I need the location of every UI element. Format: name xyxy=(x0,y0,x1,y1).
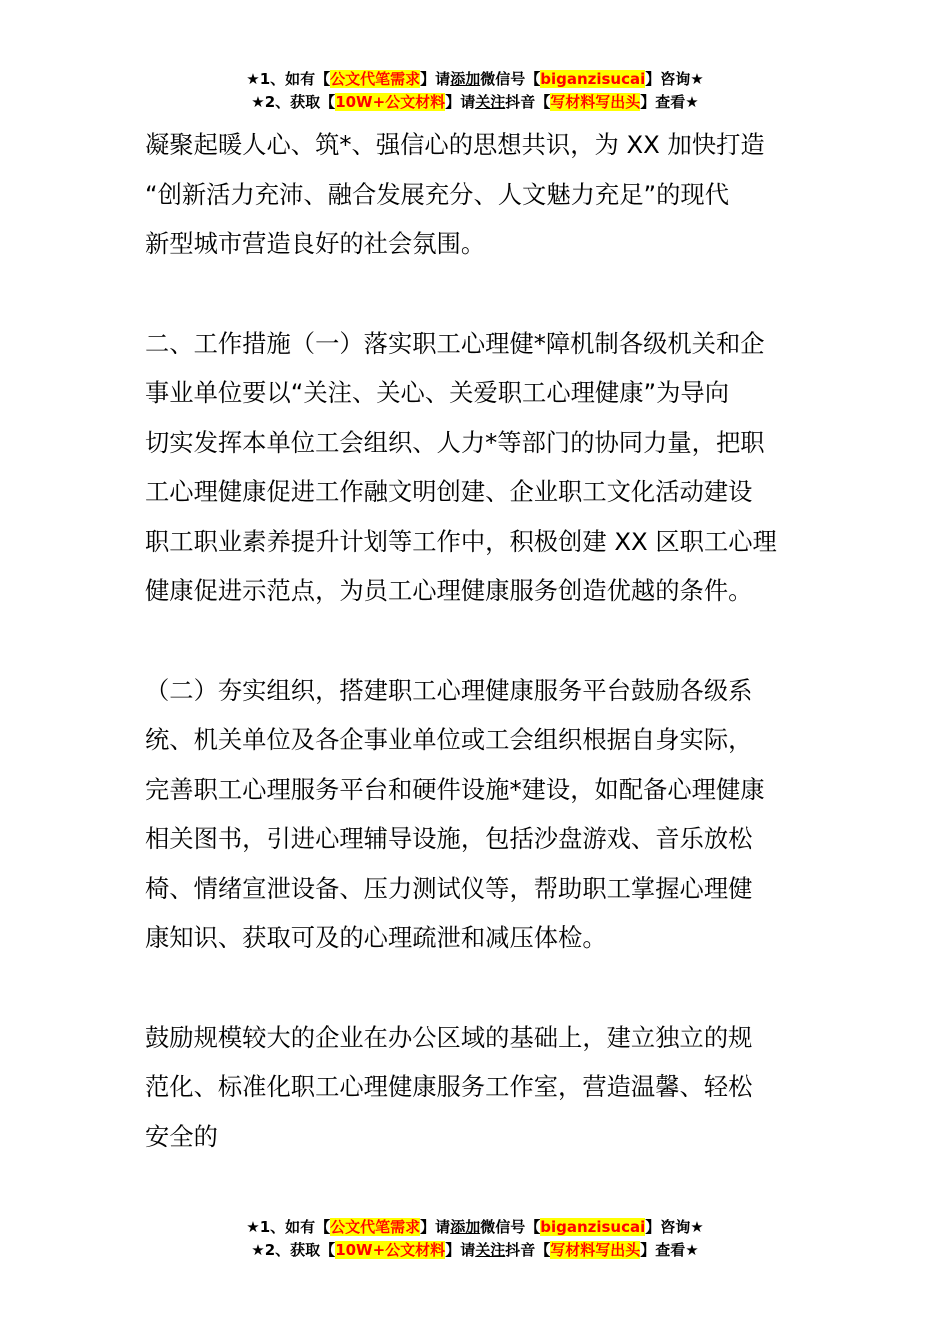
text-line: 凝聚起暖人心、筑*、强信心的思想共识，为 XX 加快打造 xyxy=(145,130,765,159)
banner-text: 】咨询★ xyxy=(645,1218,704,1236)
footer-banner xyxy=(0,1216,950,1262)
highlight-wechat-id: biganzisucai xyxy=(540,1218,646,1236)
text-line: （二）夯实组织，搭建职工心理健康服务平台鼓励各级系 xyxy=(145,675,753,705)
text-line: 安全的 xyxy=(145,1121,218,1151)
text-line: 新型城市营造良好的社会氛围。 xyxy=(145,229,486,258)
text-line: 相关图书，引进心理辅导设施，包括沙盘游戏、音乐放松 xyxy=(145,824,753,853)
paragraph-2 xyxy=(145,319,810,616)
text-line: 范化、标准化职工心理健康服务工作室，营造温馨、轻松 xyxy=(145,1072,753,1101)
text-line: 统、机关单位及各企事业单位或工会组织根据自身实际， xyxy=(145,725,753,754)
banner-line-1 xyxy=(0,68,950,91)
text-line: “创新活力充沛、融合发展充分、人文魅力充足”的现代 xyxy=(145,179,730,209)
highlight-materials: 10W+公文材料 xyxy=(335,93,446,111)
banner-line-2 xyxy=(0,91,950,114)
banner-text: 】查看★ xyxy=(640,93,699,111)
banner-text: 微信号【 xyxy=(480,70,541,88)
banner-underline-text: 关注 xyxy=(475,93,506,111)
paragraph-1 xyxy=(145,120,810,269)
paragraph-3 xyxy=(145,666,810,963)
banner-text: ★2、获取【 xyxy=(251,93,336,111)
header-banner xyxy=(0,68,950,114)
highlight-wechat-id: biganzisucai xyxy=(540,70,646,88)
text-line: 职工职业素养提升计划等工作中，积极创建 XX 区职工心理 xyxy=(145,526,777,556)
text-line: 康知识、获取可及的心理疏泄和减压体检。 xyxy=(145,923,607,952)
banner-text: 】请 xyxy=(445,1241,476,1259)
banner-underline-text: 添加 xyxy=(450,1218,481,1236)
paragraph-4 xyxy=(145,1013,810,1162)
highlight-materials: 10W+公文材料 xyxy=(335,1241,446,1259)
text-line: 事业单位要以“关注、关心、关爱职工心理健康”为导向 xyxy=(145,378,730,407)
banner-text: 】查看★ xyxy=(640,1241,699,1259)
text-line: 椅、情绪宣泄设备、压力测试仪等，帮助职工掌握心理健 xyxy=(145,873,753,903)
banner-text: 】请 xyxy=(420,1218,451,1236)
banner-text: 】请 xyxy=(445,93,476,111)
text-line: 完善职工心理服务平台和硬件设施*建设，如配备心理健康 xyxy=(145,774,765,804)
paragraph-gap xyxy=(145,963,810,1013)
banner-underline-text: 关注 xyxy=(475,1241,506,1259)
document-body xyxy=(145,120,810,1161)
banner-text: ★1、如有【 xyxy=(246,1218,331,1236)
banner-line-2 xyxy=(0,1239,950,1262)
banner-text: ★1、如有【 xyxy=(246,70,331,88)
banner-underline-text: 添加 xyxy=(450,70,481,88)
banner-text: 】请 xyxy=(420,70,451,88)
text-line: 二、工作措施（一）落实职工心理健*障机制各级机关和企 xyxy=(145,328,765,358)
banner-line-1 xyxy=(0,1216,950,1239)
text-line: 工心理健康促进工作融文明创建、企业职工文化活动建设 xyxy=(145,477,753,506)
banner-text: ★2、获取【 xyxy=(251,1241,336,1259)
paragraph-gap xyxy=(145,269,810,319)
banner-text: 抖音【 xyxy=(505,1241,551,1259)
text-line: 切实发挥本单位工会组织、人力*等部门的协同力量，把职 xyxy=(145,427,765,457)
banner-text: 抖音【 xyxy=(505,93,551,111)
text-line: 鼓励规模较大的企业在办公区域的基础上，建立独立的规 xyxy=(145,1022,753,1052)
banner-text: 】咨询★ xyxy=(645,70,704,88)
highlight-douyin-account: 写材料写出头 xyxy=(550,1241,641,1259)
text-line: 健康促进示范点，为员工心理健康服务创造优越的条件。 xyxy=(145,576,753,605)
highlight-douyin-account: 写材料写出头 xyxy=(550,93,641,111)
highlight-service: 公文代笔需求 xyxy=(330,1218,421,1236)
banner-text: 微信号【 xyxy=(480,1218,541,1236)
paragraph-gap xyxy=(145,616,810,666)
highlight-service: 公文代笔需求 xyxy=(330,70,421,88)
